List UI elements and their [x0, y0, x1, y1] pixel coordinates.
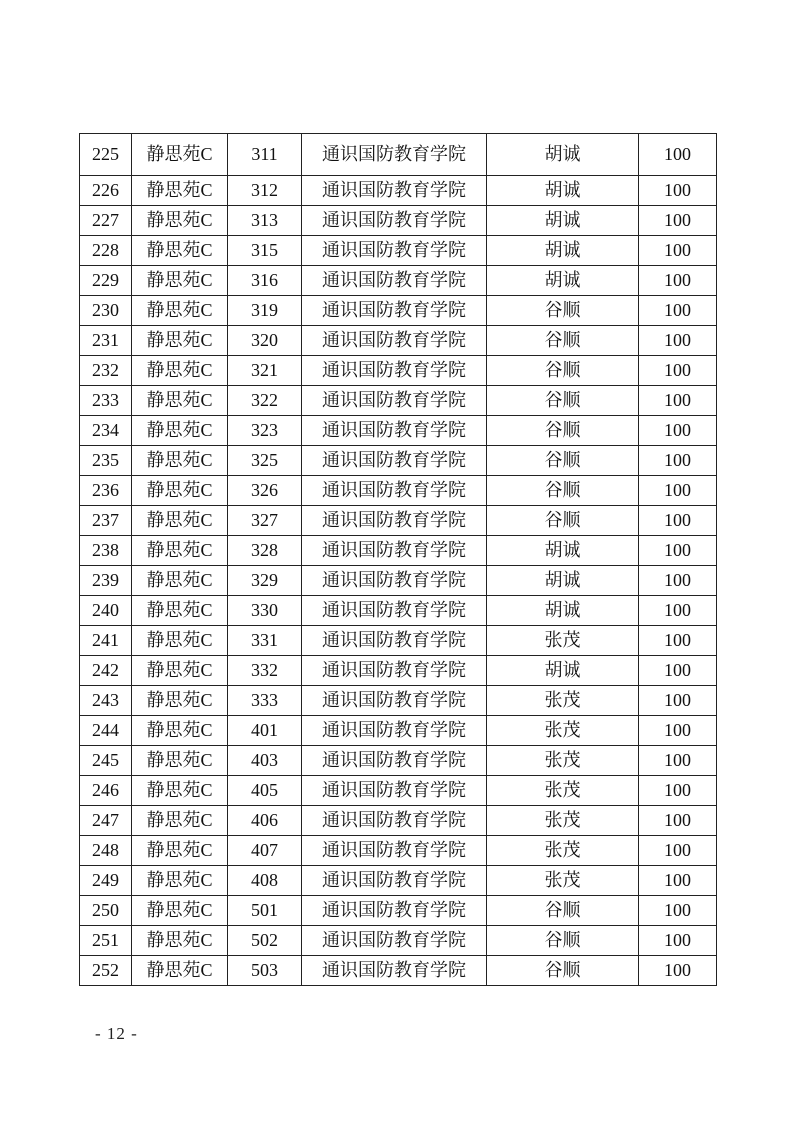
- table-row: [80, 134, 717, 176]
- building-cell: 静思苑C: [132, 656, 228, 686]
- score-cell: 100: [639, 566, 717, 596]
- college-cell: 通识国防教育学院: [302, 134, 487, 176]
- counselor-cell: 谷顺: [487, 416, 639, 446]
- room-cell: 332: [228, 656, 302, 686]
- counselor-cell: 谷顺: [487, 296, 639, 326]
- score-cell: 100: [639, 866, 717, 896]
- score-cell: 100: [639, 956, 717, 986]
- room-cell: 401: [228, 716, 302, 746]
- counselor-cell: 张茂: [487, 716, 639, 746]
- table-row: [80, 626, 717, 656]
- building-cell: 静思苑C: [132, 134, 228, 176]
- counselor-cell: 谷顺: [487, 326, 639, 356]
- college-cell: 通识国防教育学院: [302, 746, 487, 776]
- room-cell: 501: [228, 896, 302, 926]
- counselor-cell: 胡诚: [487, 206, 639, 236]
- college-cell: 通识国防教育学院: [302, 536, 487, 566]
- page-number: - 12 -: [95, 1024, 138, 1043]
- score-cell: 100: [639, 896, 717, 926]
- room-cell: 325: [228, 446, 302, 476]
- score-cell: 100: [639, 266, 717, 296]
- table-row: [80, 656, 717, 686]
- college-cell: 通识国防教育学院: [302, 326, 487, 356]
- college-cell: 通识国防教育学院: [302, 806, 487, 836]
- counselor-cell: 谷顺: [487, 476, 639, 506]
- table-row: [80, 476, 717, 506]
- counselor-cell: 胡诚: [487, 176, 639, 206]
- table-row: [80, 896, 717, 926]
- row-index-cell: 246: [80, 776, 132, 806]
- row-index-cell: 236: [80, 476, 132, 506]
- building-cell: 静思苑C: [132, 326, 228, 356]
- table-row: [80, 356, 717, 386]
- table-row: [80, 506, 717, 536]
- table-row: [80, 776, 717, 806]
- building-cell: 静思苑C: [132, 716, 228, 746]
- room-cell: 502: [228, 926, 302, 956]
- college-cell: 通识国防教育学院: [302, 866, 487, 896]
- row-index-cell: 237: [80, 506, 132, 536]
- row-index-cell: 243: [80, 686, 132, 716]
- row-index-cell: 229: [80, 266, 132, 296]
- score-cell: 100: [639, 356, 717, 386]
- score-cell: 100: [639, 626, 717, 656]
- building-cell: 静思苑C: [132, 896, 228, 926]
- college-cell: 通识国防教育学院: [302, 236, 487, 266]
- building-cell: 静思苑C: [132, 386, 228, 416]
- building-cell: 静思苑C: [132, 536, 228, 566]
- table-row: [80, 596, 717, 626]
- counselor-cell: 胡诚: [487, 236, 639, 266]
- room-cell: 407: [228, 836, 302, 866]
- building-cell: 静思苑C: [132, 236, 228, 266]
- building-cell: 静思苑C: [132, 446, 228, 476]
- row-index-cell: 247: [80, 806, 132, 836]
- table-row: [80, 686, 717, 716]
- score-cell: 100: [639, 656, 717, 686]
- room-cell: 503: [228, 956, 302, 986]
- score-cell: 100: [639, 176, 717, 206]
- building-cell: 静思苑C: [132, 416, 228, 446]
- college-cell: 通识国防教育学院: [302, 716, 487, 746]
- row-index-cell: 233: [80, 386, 132, 416]
- college-cell: 通识国防教育学院: [302, 626, 487, 656]
- building-cell: 静思苑C: [132, 266, 228, 296]
- table-row: [80, 926, 717, 956]
- college-cell: 通识国防教育学院: [302, 776, 487, 806]
- row-index-cell: 245: [80, 746, 132, 776]
- college-cell: 通识国防教育学院: [302, 386, 487, 416]
- table-row: [80, 266, 717, 296]
- room-cell: 311: [228, 134, 302, 176]
- room-cell: 323: [228, 416, 302, 446]
- building-cell: 静思苑C: [132, 746, 228, 776]
- counselor-cell: 胡诚: [487, 266, 639, 296]
- college-cell: 通识国防教育学院: [302, 506, 487, 536]
- score-cell: 100: [639, 716, 717, 746]
- score-cell: 100: [639, 476, 717, 506]
- table-row: [80, 206, 717, 236]
- table-row: [80, 176, 717, 206]
- row-index-cell: 228: [80, 236, 132, 266]
- row-index-cell: 248: [80, 836, 132, 866]
- building-cell: 静思苑C: [132, 356, 228, 386]
- score-cell: 100: [639, 446, 717, 476]
- building-cell: 静思苑C: [132, 596, 228, 626]
- room-cell: 326: [228, 476, 302, 506]
- score-cell: 100: [639, 236, 717, 266]
- building-cell: 静思苑C: [132, 926, 228, 956]
- counselor-cell: 张茂: [487, 836, 639, 866]
- counselor-cell: 张茂: [487, 866, 639, 896]
- score-cell: 100: [639, 686, 717, 716]
- score-cell: 100: [639, 296, 717, 326]
- row-index-cell: 241: [80, 626, 132, 656]
- table-row: [80, 536, 717, 566]
- college-cell: 通识国防教育学院: [302, 926, 487, 956]
- counselor-cell: 谷顺: [487, 386, 639, 416]
- college-cell: 通识国防教育学院: [302, 656, 487, 686]
- counselor-cell: 胡诚: [487, 536, 639, 566]
- row-index-cell: 235: [80, 446, 132, 476]
- score-cell: 100: [639, 326, 717, 356]
- building-cell: 静思苑C: [132, 866, 228, 896]
- room-cell: 405: [228, 776, 302, 806]
- counselor-cell: 胡诚: [487, 566, 639, 596]
- building-cell: 静思苑C: [132, 206, 228, 236]
- building-cell: 静思苑C: [132, 626, 228, 656]
- building-cell: 静思苑C: [132, 476, 228, 506]
- college-cell: 通识国防教育学院: [302, 596, 487, 626]
- room-cell: 320: [228, 326, 302, 356]
- table-row: [80, 326, 717, 356]
- counselor-cell: 谷顺: [487, 926, 639, 956]
- room-cell: 408: [228, 866, 302, 896]
- room-cell: 313: [228, 206, 302, 236]
- row-index-cell: 225: [80, 134, 132, 176]
- room-cell: 403: [228, 746, 302, 776]
- row-index-cell: 249: [80, 866, 132, 896]
- row-index-cell: 242: [80, 656, 132, 686]
- score-cell: 100: [639, 746, 717, 776]
- room-cell: 319: [228, 296, 302, 326]
- counselor-cell: 胡诚: [487, 596, 639, 626]
- room-cell: 316: [228, 266, 302, 296]
- counselor-cell: 谷顺: [487, 356, 639, 386]
- row-index-cell: 234: [80, 416, 132, 446]
- room-cell: 312: [228, 176, 302, 206]
- college-cell: 通识国防教育学院: [302, 476, 487, 506]
- building-cell: 静思苑C: [132, 296, 228, 326]
- college-cell: 通识国防教育学院: [302, 206, 487, 236]
- row-index-cell: 226: [80, 176, 132, 206]
- room-cell: 315: [228, 236, 302, 266]
- row-index-cell: 250: [80, 896, 132, 926]
- table-body: [80, 134, 717, 986]
- counselor-cell: 谷顺: [487, 506, 639, 536]
- table-row: [80, 956, 717, 986]
- room-cell: 322: [228, 386, 302, 416]
- table-row: [80, 446, 717, 476]
- building-cell: 静思苑C: [132, 806, 228, 836]
- row-index-cell: 238: [80, 536, 132, 566]
- table-row: [80, 566, 717, 596]
- college-cell: 通识国防教育学院: [302, 266, 487, 296]
- room-cell: 331: [228, 626, 302, 656]
- score-cell: 100: [639, 926, 717, 956]
- table-row: [80, 386, 717, 416]
- room-cell: 406: [228, 806, 302, 836]
- counselor-cell: 张茂: [487, 686, 639, 716]
- counselor-cell: 张茂: [487, 626, 639, 656]
- row-index-cell: 252: [80, 956, 132, 986]
- table-row: [80, 746, 717, 776]
- row-index-cell: 227: [80, 206, 132, 236]
- building-cell: 静思苑C: [132, 566, 228, 596]
- college-cell: 通识国防教育学院: [302, 836, 487, 866]
- counselor-cell: 胡诚: [487, 134, 639, 176]
- counselor-cell: 谷顺: [487, 446, 639, 476]
- table-row: [80, 236, 717, 266]
- row-index-cell: 232: [80, 356, 132, 386]
- room-cell: 321: [228, 356, 302, 386]
- score-cell: 100: [639, 836, 717, 866]
- room-cell: 328: [228, 536, 302, 566]
- college-cell: 通识国防教育学院: [302, 956, 487, 986]
- room-cell: 327: [228, 506, 302, 536]
- counselor-cell: 张茂: [487, 776, 639, 806]
- building-cell: 静思苑C: [132, 776, 228, 806]
- score-cell: 100: [639, 506, 717, 536]
- dormitory-table: [79, 133, 717, 986]
- room-cell: 333: [228, 686, 302, 716]
- score-cell: 100: [639, 386, 717, 416]
- college-cell: 通识国防教育学院: [302, 296, 487, 326]
- row-index-cell: 230: [80, 296, 132, 326]
- table-row: [80, 716, 717, 746]
- building-cell: 静思苑C: [132, 686, 228, 716]
- score-cell: 100: [639, 596, 717, 626]
- score-cell: 100: [639, 536, 717, 566]
- table-row: [80, 866, 717, 896]
- college-cell: 通识国防教育学院: [302, 686, 487, 716]
- building-cell: 静思苑C: [132, 836, 228, 866]
- table-row: [80, 416, 717, 446]
- building-cell: 静思苑C: [132, 176, 228, 206]
- row-index-cell: 244: [80, 716, 132, 746]
- score-cell: 100: [639, 416, 717, 446]
- row-index-cell: 251: [80, 926, 132, 956]
- table-row: [80, 806, 717, 836]
- score-cell: 100: [639, 206, 717, 236]
- college-cell: 通识国防教育学院: [302, 566, 487, 596]
- table-row: [80, 296, 717, 326]
- building-cell: 静思苑C: [132, 956, 228, 986]
- college-cell: 通识国防教育学院: [302, 416, 487, 446]
- room-cell: 329: [228, 566, 302, 596]
- college-cell: 通识国防教育学院: [302, 446, 487, 476]
- counselor-cell: 谷顺: [487, 896, 639, 926]
- room-cell: 330: [228, 596, 302, 626]
- building-cell: 静思苑C: [132, 506, 228, 536]
- counselor-cell: 张茂: [487, 806, 639, 836]
- counselor-cell: 张茂: [487, 746, 639, 776]
- row-index-cell: 240: [80, 596, 132, 626]
- row-index-cell: 239: [80, 566, 132, 596]
- score-cell: 100: [639, 806, 717, 836]
- college-cell: 通识国防教育学院: [302, 896, 487, 926]
- counselor-cell: 谷顺: [487, 956, 639, 986]
- table-row: [80, 836, 717, 866]
- score-cell: 100: [639, 776, 717, 806]
- counselor-cell: 胡诚: [487, 656, 639, 686]
- row-index-cell: 231: [80, 326, 132, 356]
- college-cell: 通识国防教育学院: [302, 356, 487, 386]
- college-cell: 通识国防教育学院: [302, 176, 487, 206]
- score-cell: 100: [639, 134, 717, 176]
